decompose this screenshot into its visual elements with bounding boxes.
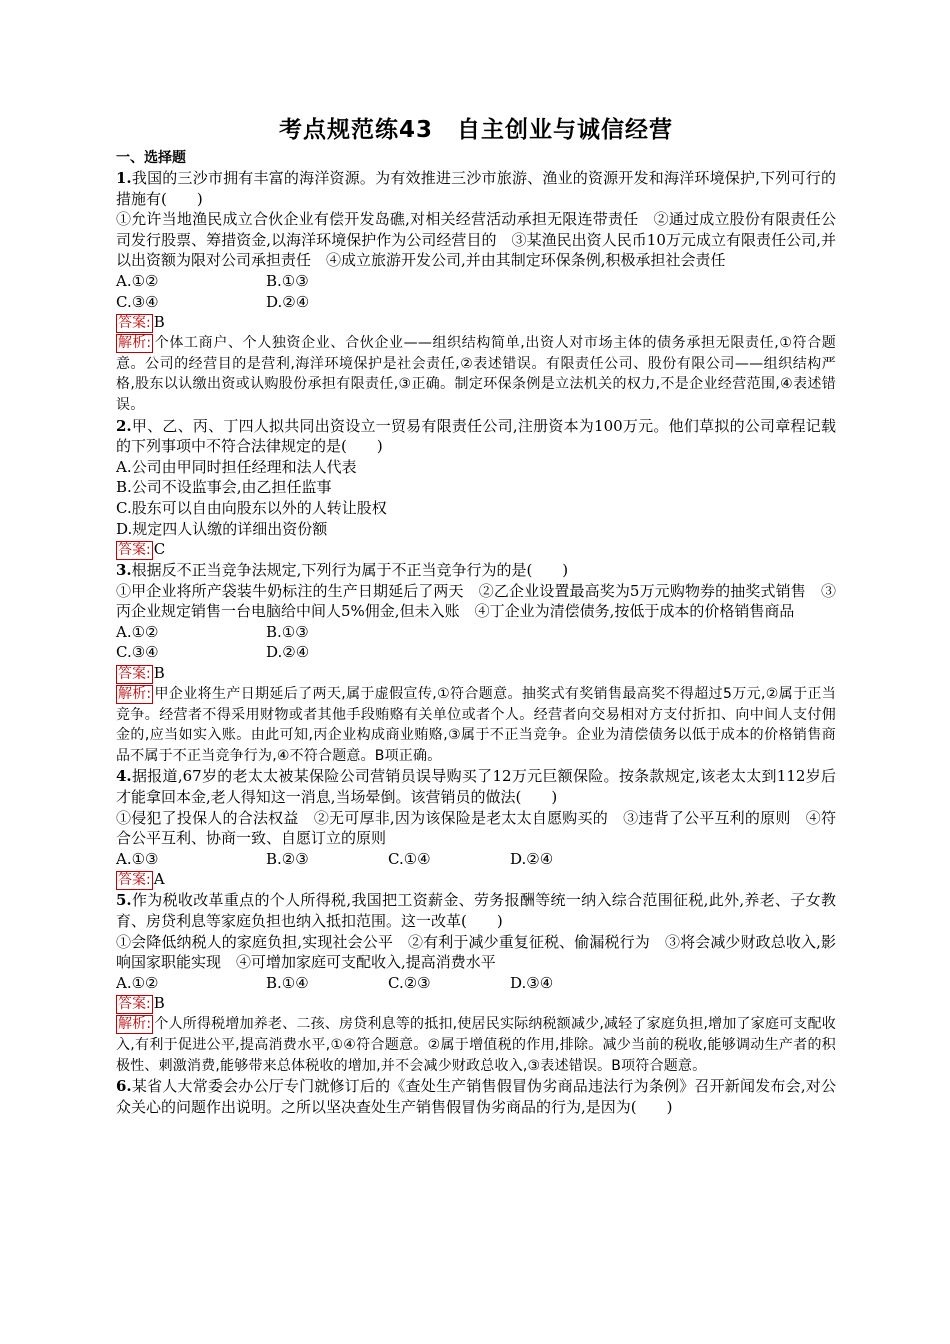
analysis-text: 个体工商户、个人独资企业、合伙企业——组织结构简单,出资人对市场主体的债务承担无限责任,①符合题意。公司的经营目的是营利,海洋环境保护是社会责任,②表述错误。有限责任公司、股份有限公司——组织结构严格,股东以认缴出资或认购股份承担有限责任,③正确。制定环保条例是立法机关的权力,不是企业经营范围,④表述错误。 [116,335,836,413]
question-6 [116,1076,836,1117]
question-statements: ①会降低纳税人的家庭负担,实现社会公平 ②有利于减少重复征税、偷漏税行为 ③将会减少财政总收入,影响国家职能实现 ④可增加家庭可支配收入,提高消费水平 [116,932,836,972]
option-d: D.②④ [266,292,310,311]
option-b: B.①③ [266,622,309,641]
option-d: D.②④ [266,643,310,662]
option-a: A.①② [116,271,159,290]
option-b: B.②③ [266,849,309,868]
question-stem: 某省人大常委会办公厅专门就修订后的《查处生产销售假冒伪劣商品违法行为条例》召开新闻发布会,对公众关心的问题作出说明。之所以坚决查处生产销售假冒伪劣商品的行为,是因为( ) [116,1077,836,1116]
question-5 [116,890,836,1076]
question-1 [116,168,836,416]
answer-label: 答案: [118,666,151,683]
analysis-label: 解析: [118,1016,152,1033]
option-a: A.①② [116,622,159,641]
question-3 [116,560,836,766]
analysis-label: 解析: [118,335,152,352]
option-a: A.公司由甲同时担任经理和法人代表 [116,457,357,476]
option-d: D.②④ [510,849,554,868]
answer-value: B [153,313,165,332]
answer-label: 答案: [118,872,151,889]
question-number: 3. [116,561,132,580]
option-c: C.③④ [116,643,159,662]
section-heading: 一、选择题 [116,150,186,166]
question-stem: 作为税收改革重点的个人所得税,我国把工资薪金、劳务报酬等统一纳入综合范围征税,此外,养老、子女教育、房贷利息等家庭负担也纳入抵扣范围。这一改革( ) [116,891,836,930]
option-b: B.①④ [266,973,309,992]
analysis-label: 解析: [118,686,152,703]
option-a: A.①③ [116,849,159,868]
answer-value: C [153,540,166,559]
question-number: 4. [116,767,132,786]
option-a: A.①② [116,973,159,992]
question-4 [116,766,836,890]
answer-label: 答案: [118,996,151,1013]
question-number: 6. [116,1077,132,1096]
question-number: 2. [116,416,132,435]
option-d: D.规定四人认缴的详细出资份额 [116,519,328,538]
answer-value: B [153,994,165,1013]
question-statements: ①允许当地渔民成立合伙企业有偿开发岛礁,对相关经营活动承担无限连带责任 ②通过成立股份有限责任公司发行股票、筹措资金,以海洋环境保护作为公司经营目的 ③某渔民出资人民币10万元成立有限责任公司,并以出资额为限对公司承担责任 ④成立旅游开发公司,并由其制定环保条例,积极承担社会责任 [116,210,836,270]
option-d: D.③④ [510,973,554,992]
question-stem: 我国的三沙市拥有丰富的海洋资源。为有效推进三沙市旅游、渔业的资源开发和海洋环境保护,下列可行的措施有( ) [116,169,836,208]
answer-label: 答案: [118,542,151,559]
question-number: 1. [116,169,132,187]
page-title: 考点规范练43 自主创业与诚信经营 [278,117,673,143]
answer-value: B [153,664,165,683]
option-b: B.公司不设监事会,由乙担任监事 [116,478,332,497]
answer-label: 答案: [118,315,151,332]
question-stem: 据报道,67岁的老太太被某保险公司营销员误导购买了12万元巨额保险。按条款规定,该老太太到112岁后才能拿回本金,老人得知这一消息,当场晕倒。该营销员的做法( ) [116,767,836,807]
question-2 [116,416,836,561]
question-statements: ①甲企业将所产袋装牛奶标注的生产日期延后了两天 ②乙企业设置最高奖为5万元购物券的抽奖式销售 ③丙企业规定销售一台电脑给中间人5%佣金,但未入账 ④丁企业为清偿债务,按低于成本的价格销售商品 [116,581,836,621]
analysis-text: 个人所得税增加养老、二孩、房贷利息等的抵扣,使居民实际纳税额减少,减轻了家庭负担,增加了家庭可支配收入,有利于促进公平,提高消费水平,①④符合题意。②属于增值税的作用,排除。减少当前的税收,能够调动生产者的积极性、刺激消费,能够带来总体税收的增加,并不会减少财政总收入,③表述错误。B项符合题意。 [116,1016,836,1074]
option-c: C.②③ [388,973,431,992]
option-b: B.①③ [266,271,309,290]
answer-value: A [153,870,165,889]
question-number: 5. [116,891,132,910]
option-c: C.③④ [116,292,159,311]
question-statements: ①侵犯了投保人的合法权益 ②无可厚非,因为该保险是老太太自愿购买的 ③违背了公平互利的原则 ④符合公平互利、协商一致、自愿订立的原则 [116,808,836,848]
analysis-text: 甲企业将生产日期延后了两天,属于虚假宣传,①符合题意。抽奖式有奖销售最高奖不得超过5万元,②属于正当竞争。经营者不得采用财物或者其他手段贿赂有关单位或者个人。经营者向交易相对方支付折扣、向中间人支付佣金的,应当如实入账。由此可知,丙企业构成商业贿赂,③属于不正当竞争。企业为清偿债务以低于成本的价格销售商品不属于不正当竞争行为,④不符合题意。B项正确。 [116,686,836,764]
document-page [116,112,836,1117]
question-stem: 甲、乙、丙、丁四人拟共同出资设立一贸易有限责任公司,注册资本为100万元。他们草拟的公司章程记载的下列事项中不符合法律规定的是( ) [116,416,836,456]
option-c: C.①④ [388,849,431,868]
question-stem: 根据反不正当竞争法规定,下列行为属于不正当竞争行为的是( ) [131,561,569,580]
option-c: C.股东可以自由向股东以外的人转让股权 [116,498,387,517]
